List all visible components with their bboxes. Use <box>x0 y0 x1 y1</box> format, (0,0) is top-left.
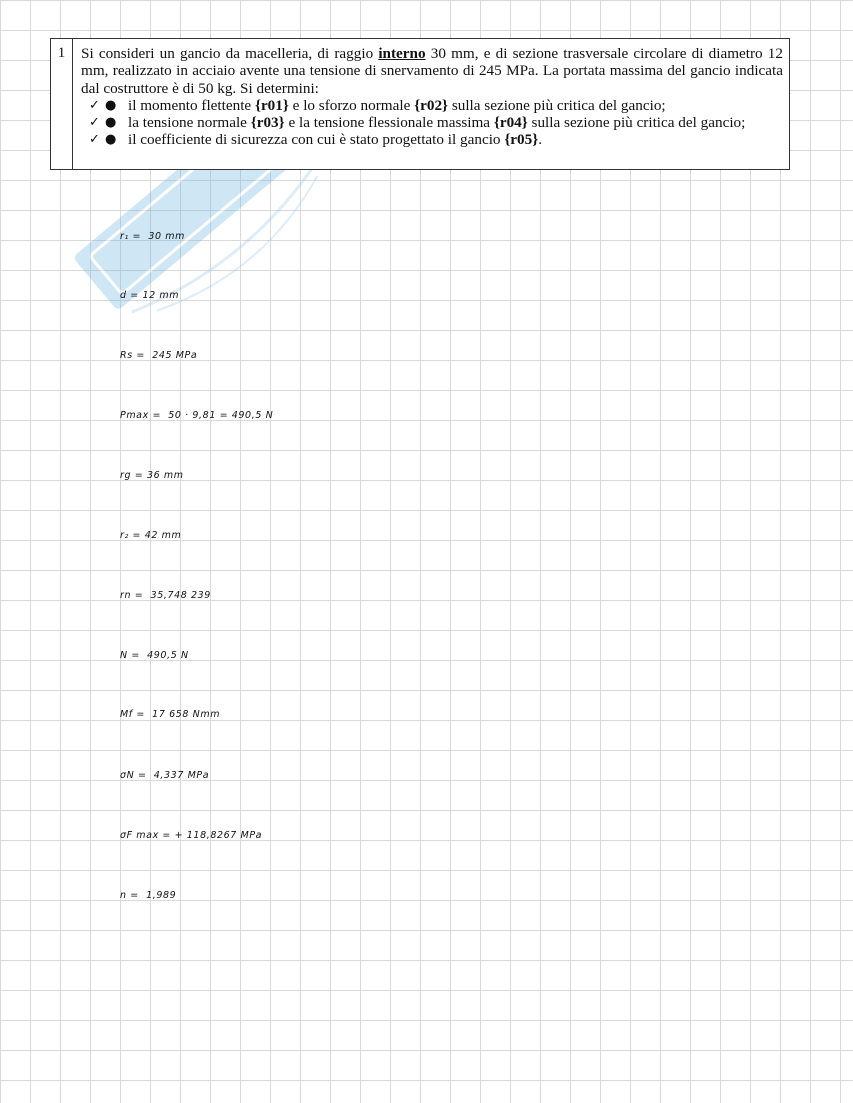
problem-intro-part-1: Si consideri un gancio da macelleria, di raggio <box>81 45 379 62</box>
problem-number: 1 <box>51 39 73 169</box>
note-line: rn = 35,748 239 <box>120 590 211 601</box>
problem-intro-part-2: 30 mm, e di sezione trasversale circolare di diametro 12 mm, realizzato in acciaio avente una tensione di snervamento di 245 MPa. La portata massima del gancio indicata dal costruttore è di 50 kg. Si determini: <box>81 45 783 97</box>
request-text: . <box>538 131 543 149</box>
check-icon: ✓ <box>89 115 100 131</box>
check-icon: ✓ <box>89 97 100 113</box>
request-tag: {r04} <box>493 114 528 132</box>
check-icon: ✓ <box>89 132 100 148</box>
note-line: σF max = + 118,8267 MPa <box>120 830 263 841</box>
request-tag: {r05} <box>504 131 539 149</box>
problem-intro-emphasis: interno <box>378 45 426 62</box>
note-line: Rs = 245 MPa <box>120 350 198 361</box>
note-line: Mf = 17 658 Nmm <box>120 709 221 720</box>
bullet-icon: ● <box>105 115 117 131</box>
note-line: r₁ = 30 mm <box>120 231 185 242</box>
request-text: sulla sezione più critica del gancio; <box>527 114 746 132</box>
note-line: n = 1,989 <box>120 890 177 901</box>
note-line: rg = 36 mm <box>120 470 184 481</box>
request-tag: {r02} <box>414 96 449 114</box>
request-text: sulla sezione più critica del gancio; <box>448 96 666 114</box>
note-line: N = 490,5 N <box>120 650 189 661</box>
request-tag: {r03} <box>250 114 285 132</box>
request-text: e la tensione flessionale massima <box>284 114 494 132</box>
request-tag: {r01} <box>254 96 289 114</box>
note-line: Pmax = 50 · 9,81 = 490,5 N <box>120 410 274 421</box>
request-text: e lo sforzo normale <box>288 96 415 114</box>
note-line: d = 12 mm <box>120 290 180 301</box>
request-text: il momento flettente <box>128 96 255 114</box>
request-text: il coefficiente di sicurezza con cui è stato progettato il gancio <box>128 131 505 149</box>
bullet-icon: ● <box>105 97 117 113</box>
bullet-icon: ● <box>105 132 117 148</box>
note-line: r₂ = 42 mm <box>120 530 182 541</box>
note-line: σN = 4,337 MPa <box>120 770 210 781</box>
request-text: la tensione normale <box>128 114 251 132</box>
handwritten-notes <box>120 0 520 1103</box>
